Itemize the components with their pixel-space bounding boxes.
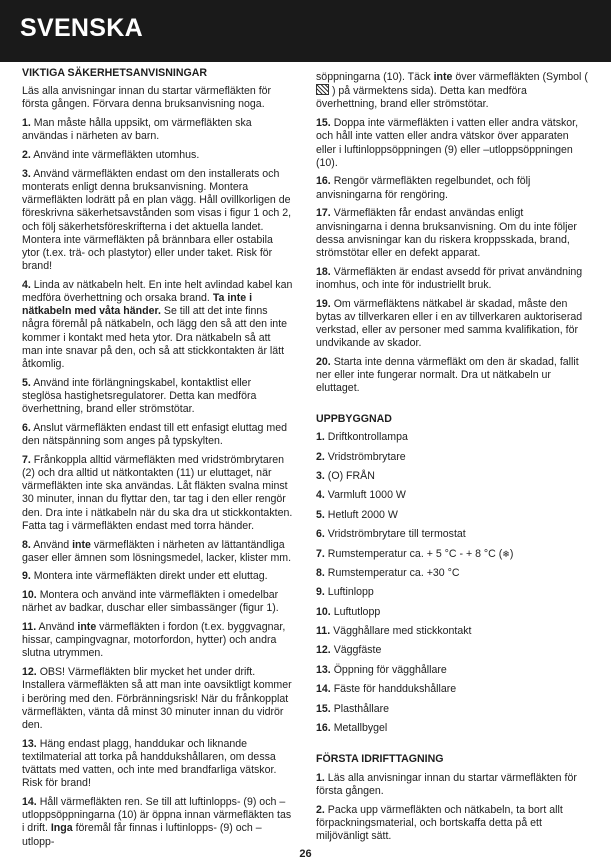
item-number: 13. [316, 663, 331, 676]
safety-item-r-3 [316, 207, 591, 260]
item-text: Rengör värmefläkten regelbundet, och följ anvisningarna för rengöring. [316, 175, 531, 201]
item-emphasis: Inga [50, 822, 73, 835]
item-text: Använd [33, 538, 73, 551]
item-number: 3. [316, 469, 325, 482]
language-title: SVENSKA [20, 14, 143, 42]
item-emphasis: inte [72, 538, 91, 551]
item-number: 1. [22, 117, 31, 130]
item-number: 6. [316, 528, 325, 541]
item-text: Montera inte värmefläkten direkt under ett eluttag. [33, 570, 268, 583]
structure-item-2 [316, 451, 591, 464]
item-number: 11. [316, 625, 331, 638]
item-number: 1. [316, 431, 325, 444]
safety-item-14 [22, 796, 293, 849]
item-text: Se till att det inte finns några föremål på nätkabeln, och lägg den så att den inte kommer i kontakt med heta ytor. Dra nätkabeln så att man inte snavar på den, och så att stickkontakten är lätt åtkomlig. [22, 305, 288, 371]
structure-heading: UPPBYGGNAD [316, 412, 392, 425]
first-use-item-1 [316, 772, 591, 798]
item-text: Hetluft 2000 W [327, 508, 398, 521]
safety-item-4 [22, 279, 293, 371]
item-number: 9. [316, 586, 325, 599]
item-number: 19. [316, 297, 331, 310]
item-text: Plasthållare [333, 702, 390, 715]
structure-item-16 [316, 722, 591, 735]
item-text: Varmluft 1000 W [327, 489, 406, 502]
structure-item-6 [316, 528, 591, 541]
item-text: Linda av nätkabeln helt. En inte helt avlindad kabel kan medföra överhettning och orsaka brand. [22, 278, 293, 305]
item-number: 2. [316, 803, 325, 816]
item-text: Vridströmbrytare till termostat [327, 528, 466, 541]
item-number: 4. [22, 278, 31, 291]
left-column [22, 67, 293, 854]
item-text: Häng endast plagg, handdukar och liknande textilmaterial att torka på handdukshållaren, om dessa tvättats med vatten, och inte med brandfarliga vätskor. Risk för brand! [22, 737, 277, 790]
item-text: ) [509, 547, 514, 560]
safety-item-14-continued: söppningarna (10). Täck inte över värmefläkten (Symbol ( ) på värmektens sida). Detta kan medföra överhettning, brand eller strömstötar. [316, 71, 588, 111]
item-number: 2. [316, 450, 325, 463]
hazard-symbol-icon [316, 84, 329, 95]
first-use-list [316, 772, 591, 844]
right-column [316, 71, 591, 849]
item-text: Montera och använd inte värmefläkten i omedelbar närhet av badkar, duschar eller simbassänger (figur 1). [22, 589, 279, 615]
safety-intro: Läs alla anvisningar innan du startar värmefläkten för första gången. Förvara denna bruksanvisning noga. [22, 85, 272, 111]
safety-item-12 [22, 666, 293, 732]
safety-item-11 [22, 621, 293, 661]
item-text: OBS! Värmefläkten blir mycket het under drift. Installera värmefläkten så att man inte oavsiktligt kommer i beröring med den. Förbränningsrisk! När du frånkopplat värmefläkten, vänta då minst 30 minuter innan du vidrör den. [22, 666, 292, 731]
structure-item-8 [316, 567, 591, 580]
item-number: 12. [316, 644, 331, 657]
structure-item-11 [316, 625, 591, 638]
item-number: 17. [316, 207, 331, 220]
item-text: Luftutlopp [333, 605, 381, 618]
safety-item-8 [22, 539, 293, 565]
structure-item-5 [316, 509, 591, 522]
item-number: 5. [22, 376, 31, 389]
item-text: Rumstemperatur ca. +30 °C [327, 566, 460, 579]
structure-list [316, 431, 591, 735]
structure-item-10 [316, 606, 591, 619]
item-text: Man måste hålla uppsikt, om värmefläkten ska användas i närheten av barn. [22, 117, 252, 143]
item-number: 8. [22, 538, 31, 551]
item-text: Använd inte värmefläkten utomhus. [33, 149, 200, 162]
safety-list [22, 117, 293, 849]
item-number: 9. [22, 570, 31, 583]
language-header-bar [0, 0, 611, 62]
item-text: Doppa inte värmefläkten i vatten eller andra vätskor, och håll inte vatten eller andra vätskor över apparaten eller i luftinloppsöppningen (9) eller –utloppsöppningen (10). [316, 117, 579, 169]
first-use-item-2 [316, 804, 591, 844]
snowflake-icon: ❄ [502, 548, 510, 559]
safety-heading: VIKTIGA SÄKERHETSANVISNINGAR [22, 67, 208, 79]
item-text: Använd värmefläkten endast om den installerats och monterats enligt denna bruksanvisning. Montera värmefläkten lodrätt på en plan vägg. Håll ovillkorligen de föreskrivna säkerhetsavstånden som visas i figur 1 och 2, och följ säkerhetsföreskrifterna i det aktuella landet. Montera inte värmefläkten på brännbara eller ostabila ytor (t.ex. trä- och plastytor) eller under taket. Risk för brand! [22, 167, 292, 273]
item-text: (O) FRÅN [327, 469, 375, 482]
item-text: Vridströmbrytare [327, 450, 406, 463]
item-number: 16. [316, 722, 331, 735]
item-number: 18. [316, 265, 331, 278]
item-number: 14. [22, 795, 37, 808]
item-text: Starta inte denna värmefläkt om den är skadad, fallit ner eller inte fungerar normalt. Dra ut nätkabeln ur eluttaget. [316, 355, 579, 395]
item-text: Frånkoppla alltid värmefläkten med vridströmbrytaren (2) och dra alltid ut nätkontakten (11) ur eluttaget, när värmefläkten inte ska användas. Låt fläkten svalna minst 30 minuter, innan du flyttar den, tar tag i den eller rengör den. Dra inte i nätkabeln när du ska dra ut stickkontakten. Fatta tag i värmefläkten endast med torra händer. [22, 453, 293, 532]
item-text: Väggfäste [333, 644, 382, 657]
safety-item-10 [22, 589, 293, 615]
item-text: Värmefläkten får endast användas enligt anvisningarna i denna bruksanvisning. Om du inte följer dessa anvisningar kan du riskera kroppsskada, brand, strömstötar eller en defekt apparat. [316, 207, 577, 259]
item-number: 15. [316, 702, 331, 715]
item-number: 3. [22, 167, 31, 180]
item-number: 14. [316, 683, 331, 696]
item-text: Rumstemperatur ca. + 5 °C - + 8 °C ( [327, 547, 503, 560]
structure-item-4 [316, 489, 591, 502]
item-number: 7. [316, 547, 325, 560]
safety-item-7 [22, 454, 293, 533]
item-text: Om värmefläktens nätkabel är skadad, måste den bytas av tillverkaren eller i en av tillverkaren auktoriserad verkstad, eller av personer med samma kvalifikation, för undvikande av skador. [316, 297, 583, 350]
item-number: 16. [316, 175, 331, 188]
structure-item-13 [316, 664, 591, 677]
item-number: 8. [316, 566, 325, 579]
item-number: 6. [22, 421, 31, 434]
item-text: Fäste för handdukshållare [333, 683, 457, 696]
item-text: Använd [38, 621, 78, 634]
item-text: föremål får finnas i luftinlopps- (9) och –utlopp- [22, 822, 262, 848]
item-number: 12. [22, 666, 37, 679]
safety-item-1 [22, 117, 293, 143]
item-number: 15. [316, 117, 331, 130]
item-text: Håll värmefläkten ren. Se till att luftinlopps- (9) och –utloppsöppningarna (10) är öppna innan värmefläkten tas i drift. [22, 795, 292, 835]
structure-item-7 [316, 548, 591, 561]
item-number: 10. [316, 605, 331, 618]
item-number: 5. [316, 508, 325, 521]
item-text: Metallbygel [333, 722, 388, 735]
first-use-heading: FÖRSTA IDRIFTTAGNING [316, 753, 444, 766]
item-text: Öppning för vägghållare [333, 663, 447, 676]
safety-list-continued [316, 117, 591, 395]
structure-item-14 [316, 683, 591, 696]
safety-item-r-2 [316, 175, 591, 201]
structure-item-15 [316, 703, 591, 716]
safety-item-3 [22, 168, 293, 274]
item-text: värmefläkten i fordon (t.ex. byggvagnar, hissar, campingvagnar, motorfordon, hytter) och andra slutna utrymmen. [22, 621, 286, 660]
structure-item-12 [316, 644, 591, 657]
structure-item-3 [316, 470, 591, 483]
item-text: Packa upp värmefläkten och nätkabeln, ta bort allt förpackningsmaterial, och bortskaffa detta på ett miljövänligt sätt. [316, 803, 563, 842]
safety-item-5 [22, 377, 293, 417]
item-number: 2. [22, 149, 31, 162]
safety-item-r-6 [316, 356, 591, 396]
safety-item-2 [22, 149, 293, 162]
item-number: 13. [22, 737, 37, 750]
item-text: Vägghållare med stickkontakt [333, 625, 472, 638]
item-text: Läs alla anvisningar innan du startar värmefläkten för första gången. [316, 771, 577, 797]
safety-item-r-1 [316, 117, 591, 170]
item-number: 7. [22, 453, 31, 466]
safety-item-r-5 [316, 298, 591, 351]
item-number: 4. [316, 489, 325, 502]
structure-item-9 [316, 586, 591, 599]
page-number: 26 [299, 848, 312, 860]
item-number: 11. [22, 621, 37, 634]
item-text: Värmefläkten är endast avsedd för privat användning inomhus, och inte för industriellt bruk. [316, 265, 583, 291]
safety-item-13 [22, 738, 293, 791]
item-text: Luftinlopp [327, 586, 374, 599]
item-text: Driftkontrollampa [327, 431, 408, 444]
item-emphasis: Ta inte i nätkabeln med våta händer. [22, 292, 253, 318]
item-text: Använd inte förlängningskabel, kontaktlist eller steglösa hastighetsregulatorer. Detta kan medföra överhettning, brand eller strömstötar. [22, 376, 257, 416]
safety-item-9 [22, 570, 293, 583]
item-text: Anslut värmefläkten endast till ett enfasigt eluttag med den nätspänning som anges på typskylten. [22, 421, 288, 448]
item-number: 10. [22, 589, 37, 602]
safety-item-r-4 [316, 266, 591, 292]
item-emphasis: inte [77, 621, 97, 634]
structure-item-1 [316, 431, 591, 444]
safety-item-6 [22, 422, 293, 448]
item-number: 1. [316, 771, 325, 784]
item-number: 20. [316, 355, 331, 368]
item-text: värmefläkten i närheten av lättantändliga gaser eller ämnen som lösningsmedel, lacker, klister mm. [22, 538, 292, 564]
